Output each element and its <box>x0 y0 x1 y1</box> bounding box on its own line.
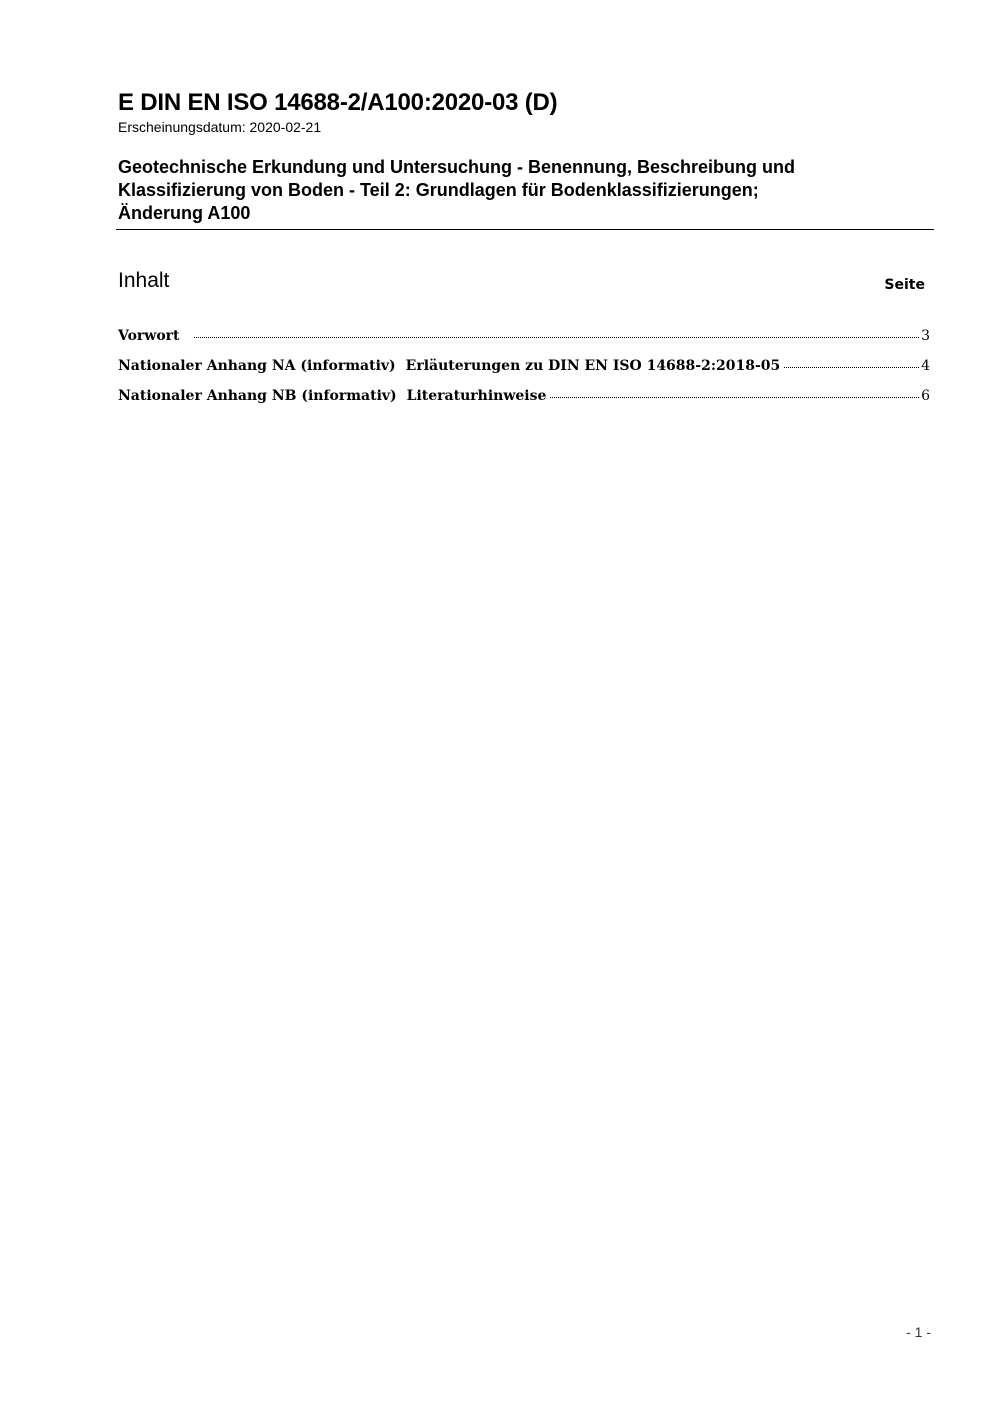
page-number: - 1 - <box>906 1324 931 1340</box>
toc-page-column-label: Seite <box>884 277 925 293</box>
toc-entry-label <box>118 355 780 377</box>
toc-entry-annex-na[interactable] <box>118 355 930 385</box>
toc-heading: Inhalt <box>118 269 170 292</box>
toc-dot-leader <box>194 337 920 338</box>
toc-entry-annex-nb[interactable] <box>118 385 930 415</box>
publication-date: Erscheinungsdatum: 2020-02-21 <box>118 119 322 135</box>
document-header <box>118 88 934 227</box>
toc-entry-vorwort[interactable] <box>118 325 930 355</box>
toc-entry-annex-title: Literaturhinweise <box>406 388 547 404</box>
toc-entry-label <box>118 325 190 347</box>
toc-entry-label <box>118 385 546 407</box>
title-divider <box>116 229 934 230</box>
toc-entry-page: 3 <box>921 328 930 344</box>
toc-entry-annex-title: Erläuterungen zu DIN EN ISO 14688-2:2018-05 <box>405 358 781 374</box>
table-of-contents <box>118 325 930 415</box>
toc-dot-leader <box>550 397 919 398</box>
toc-entry-label-text: Nationaler Anhang NB (informativ) <box>118 388 397 404</box>
toc-entry-page: 4 <box>921 358 930 374</box>
toc-entry-label-text: Vorwort <box>118 328 180 344</box>
toc-dot-leader <box>784 367 919 368</box>
document-title: Geotechnische Erkundung und Untersuchung - Benennung, Beschreibung und Klassifizierung von Boden - Teil 2: Grundlagen für Bodenklassifizierungen; Änderung A100 <box>118 157 796 223</box>
toc-entry-page: 6 <box>921 388 930 404</box>
document-number: E DIN EN ISO 14688-2/A100:2020-03 (D) <box>118 89 558 116</box>
toc-entry-label-text: Nationaler Anhang NA (informativ) <box>118 358 396 374</box>
